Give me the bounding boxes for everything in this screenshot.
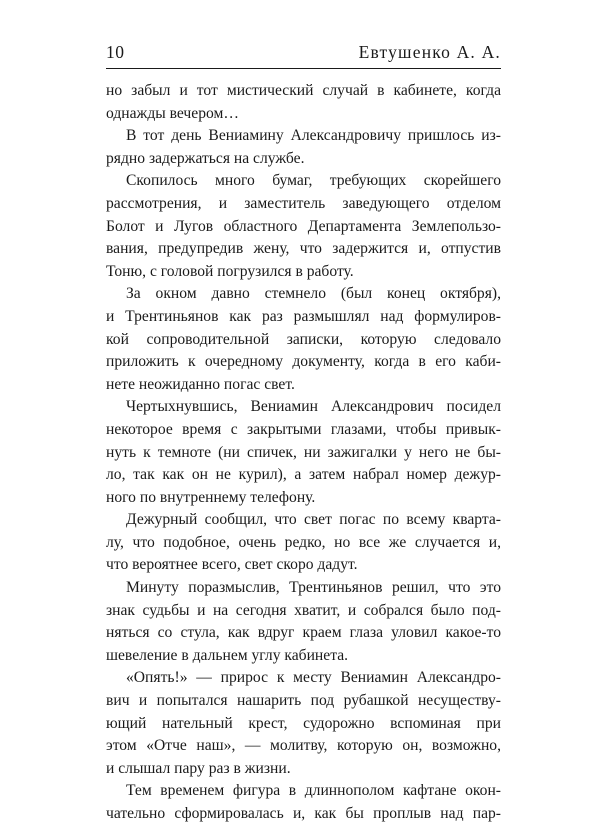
text-line: Чертыхнувшись, Вениамин Александрович посидел	[126, 398, 501, 416]
text-line: Тем временем фигура в длиннополом кафтане окон-	[126, 782, 501, 800]
text-line: Тоню, с головой погрузился в работу.	[106, 262, 354, 280]
text-line: няться со стула, как вдруг краем глаза уловил какое-то	[106, 624, 501, 642]
page-number: 10	[106, 42, 125, 62]
text-line: и слышал пару раз в жизни.	[106, 759, 291, 777]
header-rule	[106, 68, 501, 69]
text-line: этом «Отче наш», — молитву, которую он, возможно,	[106, 737, 501, 755]
text-line: некоторое время с закрытыми глазами, чтобы привык-	[106, 420, 501, 438]
text-line: ющий нательный крест, судорожно вспоминая при	[106, 714, 501, 732]
text-line: нете неожиданно погас свет.	[106, 375, 295, 393]
text-line: Болот и Лугов областного Департамента Землепользо-	[106, 217, 501, 235]
running-head-author: Евтушенко А. А.	[358, 42, 501, 62]
body-text	[106, 80, 501, 826]
text-line: кой сопроводительной записки, которую следовало	[106, 330, 501, 348]
text-line: вания, предупредив жену, что задержится и, отпустив	[106, 240, 501, 258]
text-line: и Трентиньянов как раз размышлял над формулиров-	[106, 307, 501, 325]
text-line: лу, что подобное, очень редко, но все же случается и,	[106, 533, 501, 551]
text-line: что вероятнее всего, свет скоро дадут.	[106, 556, 358, 574]
text-line: «Опять!» — прирос к месту Вениамин Александро-	[126, 669, 501, 687]
text-line: шевеление в дальнем углу кабинета.	[106, 646, 349, 664]
text-line: однажды вечером…	[106, 104, 239, 122]
text-line: В тот день Вениамину Александровичу пришлось из-	[126, 127, 501, 145]
text-line: ло, так как он не курил), а затем набрал номер дежур-	[106, 466, 501, 484]
text-line: чательно сформировалась и, как бы проплыв над пар-	[106, 805, 501, 822]
text-line: ного по внутреннему телефону.	[106, 488, 316, 506]
text-line: рассмотрения, и заместитель заведующего отделом	[106, 194, 501, 212]
text-line: но забыл и тот мистический случай в кабинете, когда	[106, 82, 501, 99]
text-line: За окном давно стемнело (был конец октября),	[126, 285, 501, 303]
text-line: Скопилось много бумаг, требующих скорейшего	[126, 172, 501, 190]
running-head	[106, 42, 501, 66]
text-line: Минуту поразмыслив, Трентиньянов решил, что это	[126, 579, 501, 597]
text-line: Дежурный сообщил, что свет погас по всему кварта-	[126, 511, 501, 529]
text-line: нуть к темноте (ни спичек, ни зажигалки у него не бы-	[106, 443, 501, 461]
text-line: знак судьбы и на сегодня хватит, и собрался было под-	[106, 601, 501, 619]
text-line: приложить к очередному документу, когда в его каби-	[106, 353, 501, 371]
text-line: вич и попытался нашарить под рубашкой несуществу-	[106, 692, 501, 710]
text-line: рядно задержаться на службе.	[106, 149, 305, 167]
